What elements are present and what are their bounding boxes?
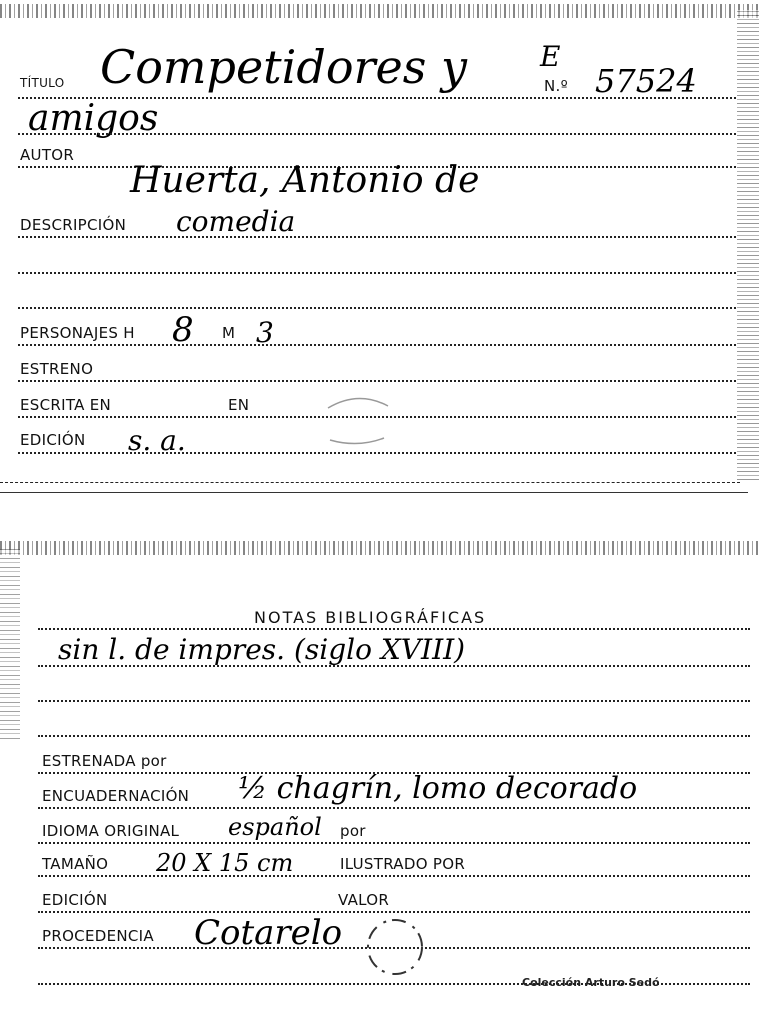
personajes-h-value: 8 bbox=[172, 310, 194, 350]
estreno-label: ESTRENO bbox=[20, 360, 94, 378]
ilustrado-label: ILUSTRADO POR bbox=[340, 855, 466, 873]
personajes-m-label: M bbox=[222, 324, 236, 342]
tamano-label: TAMAÑO bbox=[42, 855, 109, 873]
idioma-por-label: por bbox=[340, 822, 366, 840]
notas-rule-1 bbox=[38, 628, 750, 630]
encuadernacion-value: ½ chagrín, lomo decorado bbox=[238, 771, 638, 806]
descripcion-value: comedia bbox=[176, 205, 296, 238]
titulo-value-line2: amigos bbox=[28, 98, 159, 139]
tamano-rule bbox=[38, 875, 750, 877]
descripcion-rule bbox=[18, 236, 736, 238]
descripcion-rule-3 bbox=[18, 307, 736, 309]
procedencia-value: Cotarelo bbox=[194, 913, 343, 953]
autor-label: AUTOR bbox=[20, 146, 75, 164]
catalog-card-back bbox=[0, 535, 759, 1028]
personajes-label: PERSONAJES H bbox=[20, 324, 135, 342]
personajes-rule bbox=[18, 344, 736, 346]
notas-rule-3 bbox=[38, 700, 750, 702]
edicion-value: s. a. bbox=[128, 424, 186, 457]
card-bottom-edge bbox=[0, 482, 740, 483]
catalog-card-front bbox=[0, 0, 759, 495]
idioma-label: IDIOMA ORIGINAL bbox=[42, 822, 180, 840]
encuadernacion-rule bbox=[38, 807, 750, 809]
idioma-rule bbox=[38, 842, 750, 844]
collection-footer: Colección Arturo Sedó bbox=[522, 976, 660, 989]
back-edicion-label: EDICIÓN bbox=[42, 891, 108, 909]
titulo-label: TÍTULO bbox=[20, 76, 65, 90]
en-label: EN bbox=[228, 396, 250, 414]
card-edge-top bbox=[0, 4, 759, 18]
numero-prefix: E bbox=[540, 40, 561, 73]
descripcion-label: DESCRIPCIÓN bbox=[20, 216, 127, 234]
notas-value: sin l. de impres. (siglo XVIII) bbox=[58, 633, 466, 666]
autor-value: Huerta, Antonio de bbox=[130, 160, 480, 201]
encuadernacion-label: ENCUADERNACIÓN bbox=[42, 787, 190, 805]
card-edge-right bbox=[737, 10, 759, 480]
procedencia-label: PROCEDENCIA bbox=[42, 927, 154, 945]
escrita-label: ESCRITA EN bbox=[20, 396, 112, 414]
notas-rule-4 bbox=[38, 735, 750, 737]
personajes-m-value: 3 bbox=[256, 316, 274, 349]
notas-heading: NOTAS BIBLIOGRÁFICAS bbox=[254, 608, 487, 627]
card-separator bbox=[0, 492, 748, 493]
titulo-rule-2 bbox=[18, 133, 736, 135]
faint-stamp-mark bbox=[318, 388, 398, 448]
card-back-edge-left bbox=[0, 549, 20, 739]
numero-value: 57524 bbox=[595, 62, 697, 100]
edicion-rule bbox=[18, 452, 736, 454]
edicion-label: EDICIÓN bbox=[20, 431, 86, 449]
card-back-edge-top bbox=[0, 541, 759, 555]
descripcion-rule-2 bbox=[18, 272, 736, 274]
estreno-rule bbox=[18, 380, 736, 382]
idioma-value: español bbox=[228, 813, 322, 841]
valor-label: VALOR bbox=[338, 891, 390, 909]
estrenada-label: ESTRENADA por bbox=[42, 752, 167, 770]
numero-label: N.º bbox=[544, 77, 568, 95]
titulo-value: Competidores y bbox=[100, 40, 467, 94]
notas-rule-2 bbox=[38, 665, 750, 667]
tamano-value: 20 X 15 cm bbox=[156, 849, 294, 877]
stamp-circle-mark bbox=[362, 913, 428, 981]
